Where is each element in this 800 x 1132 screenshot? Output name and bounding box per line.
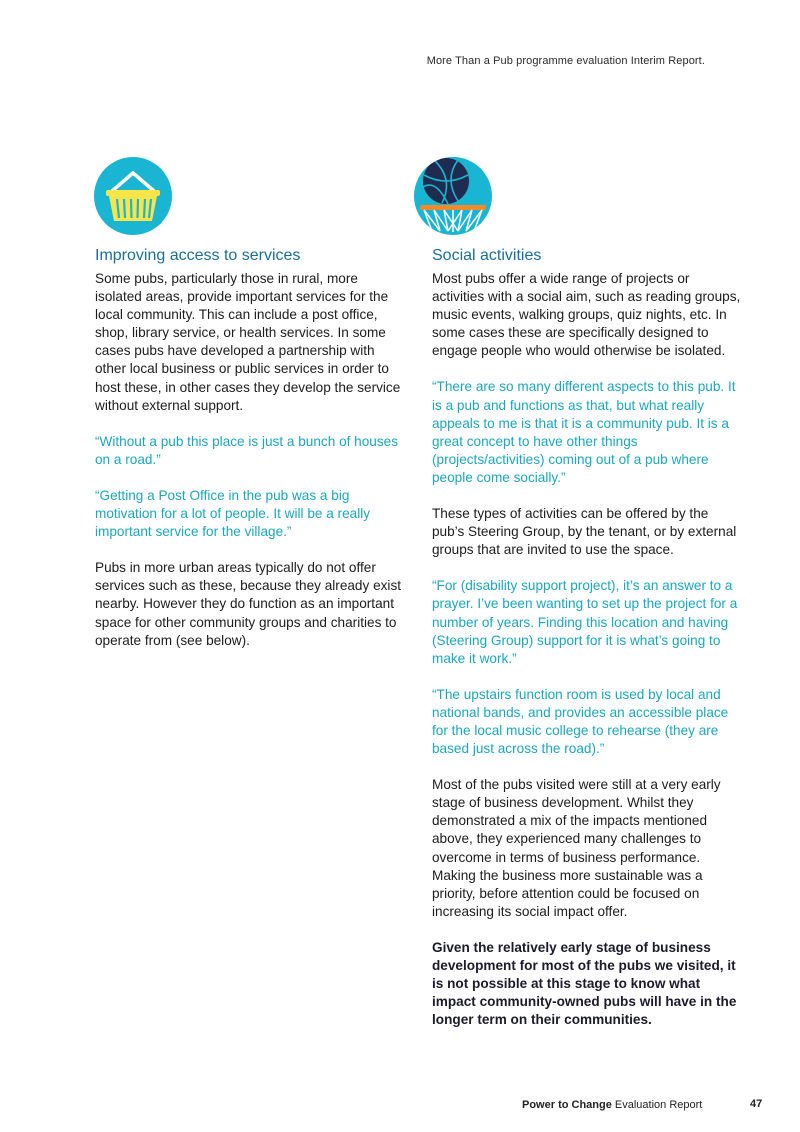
section-heading-services: Improving access to services	[95, 247, 301, 264]
section-heading-social: Social activities	[432, 247, 542, 264]
left-column	[95, 246, 407, 668]
shopping-basket-icon	[94, 157, 172, 235]
basketball-hoop-icon	[414, 157, 492, 235]
social-paragraph: These types of activities can be offered by the pub’s Steering Group, by the tenant, or by external groups that are invited to use the space.	[432, 506, 737, 558]
services-paragraph: Pubs in more urban areas typically do not offer services such as these, because they already exist nearby. However they do function as an important space for other community groups and charities to operate from (see below).	[95, 560, 402, 648]
right-column	[432, 246, 742, 1047]
footer-brand: Power to Change	[522, 1099, 612, 1111]
services-paragraph: Some pubs, particularly those in rural, more isolated areas, provide important services for the local community. This can include a post office, shop, library service, or health services. In some cases pubs have developed a partnership with other local business or public services in order to host these, in other cases they develop the service without external support.	[95, 271, 401, 413]
footer-label	[522, 1099, 702, 1111]
social-paragraph: Most of the pubs visited were still at a very early stage of business development. Whilst they demonstrated a mix of the impacts mentioned above, they experienced many challenges to overcome in terms of business performance. Making the business more sustainable was a priority, before attention could be focused on increasing its social impact offer.	[432, 777, 721, 919]
services-quote: “Without a pub this place is just a bunch of houses on a road.”	[95, 433, 399, 467]
social-quote: “There are so many different aspects to this pub. It is a pub and functions as that, but what really appeals to me is that it is a community pub. It is a great concept to have other things (projects/activities) coming out of a pub where people come socially.”	[432, 379, 736, 485]
services-quote: “Getting a Post Office in the pub was a big motivation for a lot of people. It will be a really important service for the village.”	[95, 487, 371, 540]
social-quote: “For (disability support project), it’s an answer to a prayer. I’ve been wanting to set up the project for a number of years. Finding this location and having (Steering Group) support for it is what’s going to make it work.”	[432, 578, 738, 666]
social-paragraph: Most pubs offer a wide range of projects or activities with a social aim, such as reading groups, music events, walking groups, quiz nights, etc. In some cases these are specifically designed to engage people who would otherwise be isolated.	[432, 271, 741, 359]
running-header: More Than a Pub programme evaluation Interim Report.	[426, 55, 705, 67]
footer-report: Evaluation Report	[614, 1099, 703, 1111]
conclusion-paragraph: Given the relatively early stage of business development for most of the pubs we visited, it is not possible at this stage to know what impact community-owned pubs will have in the longer term on their communities.	[432, 939, 737, 1028]
social-quote: “The upstairs function room is used by local and national bands, and provides an accessible place for the local music college to rehearse (they are based just across the road).”	[432, 686, 729, 757]
page-number: 47	[750, 1098, 763, 1110]
